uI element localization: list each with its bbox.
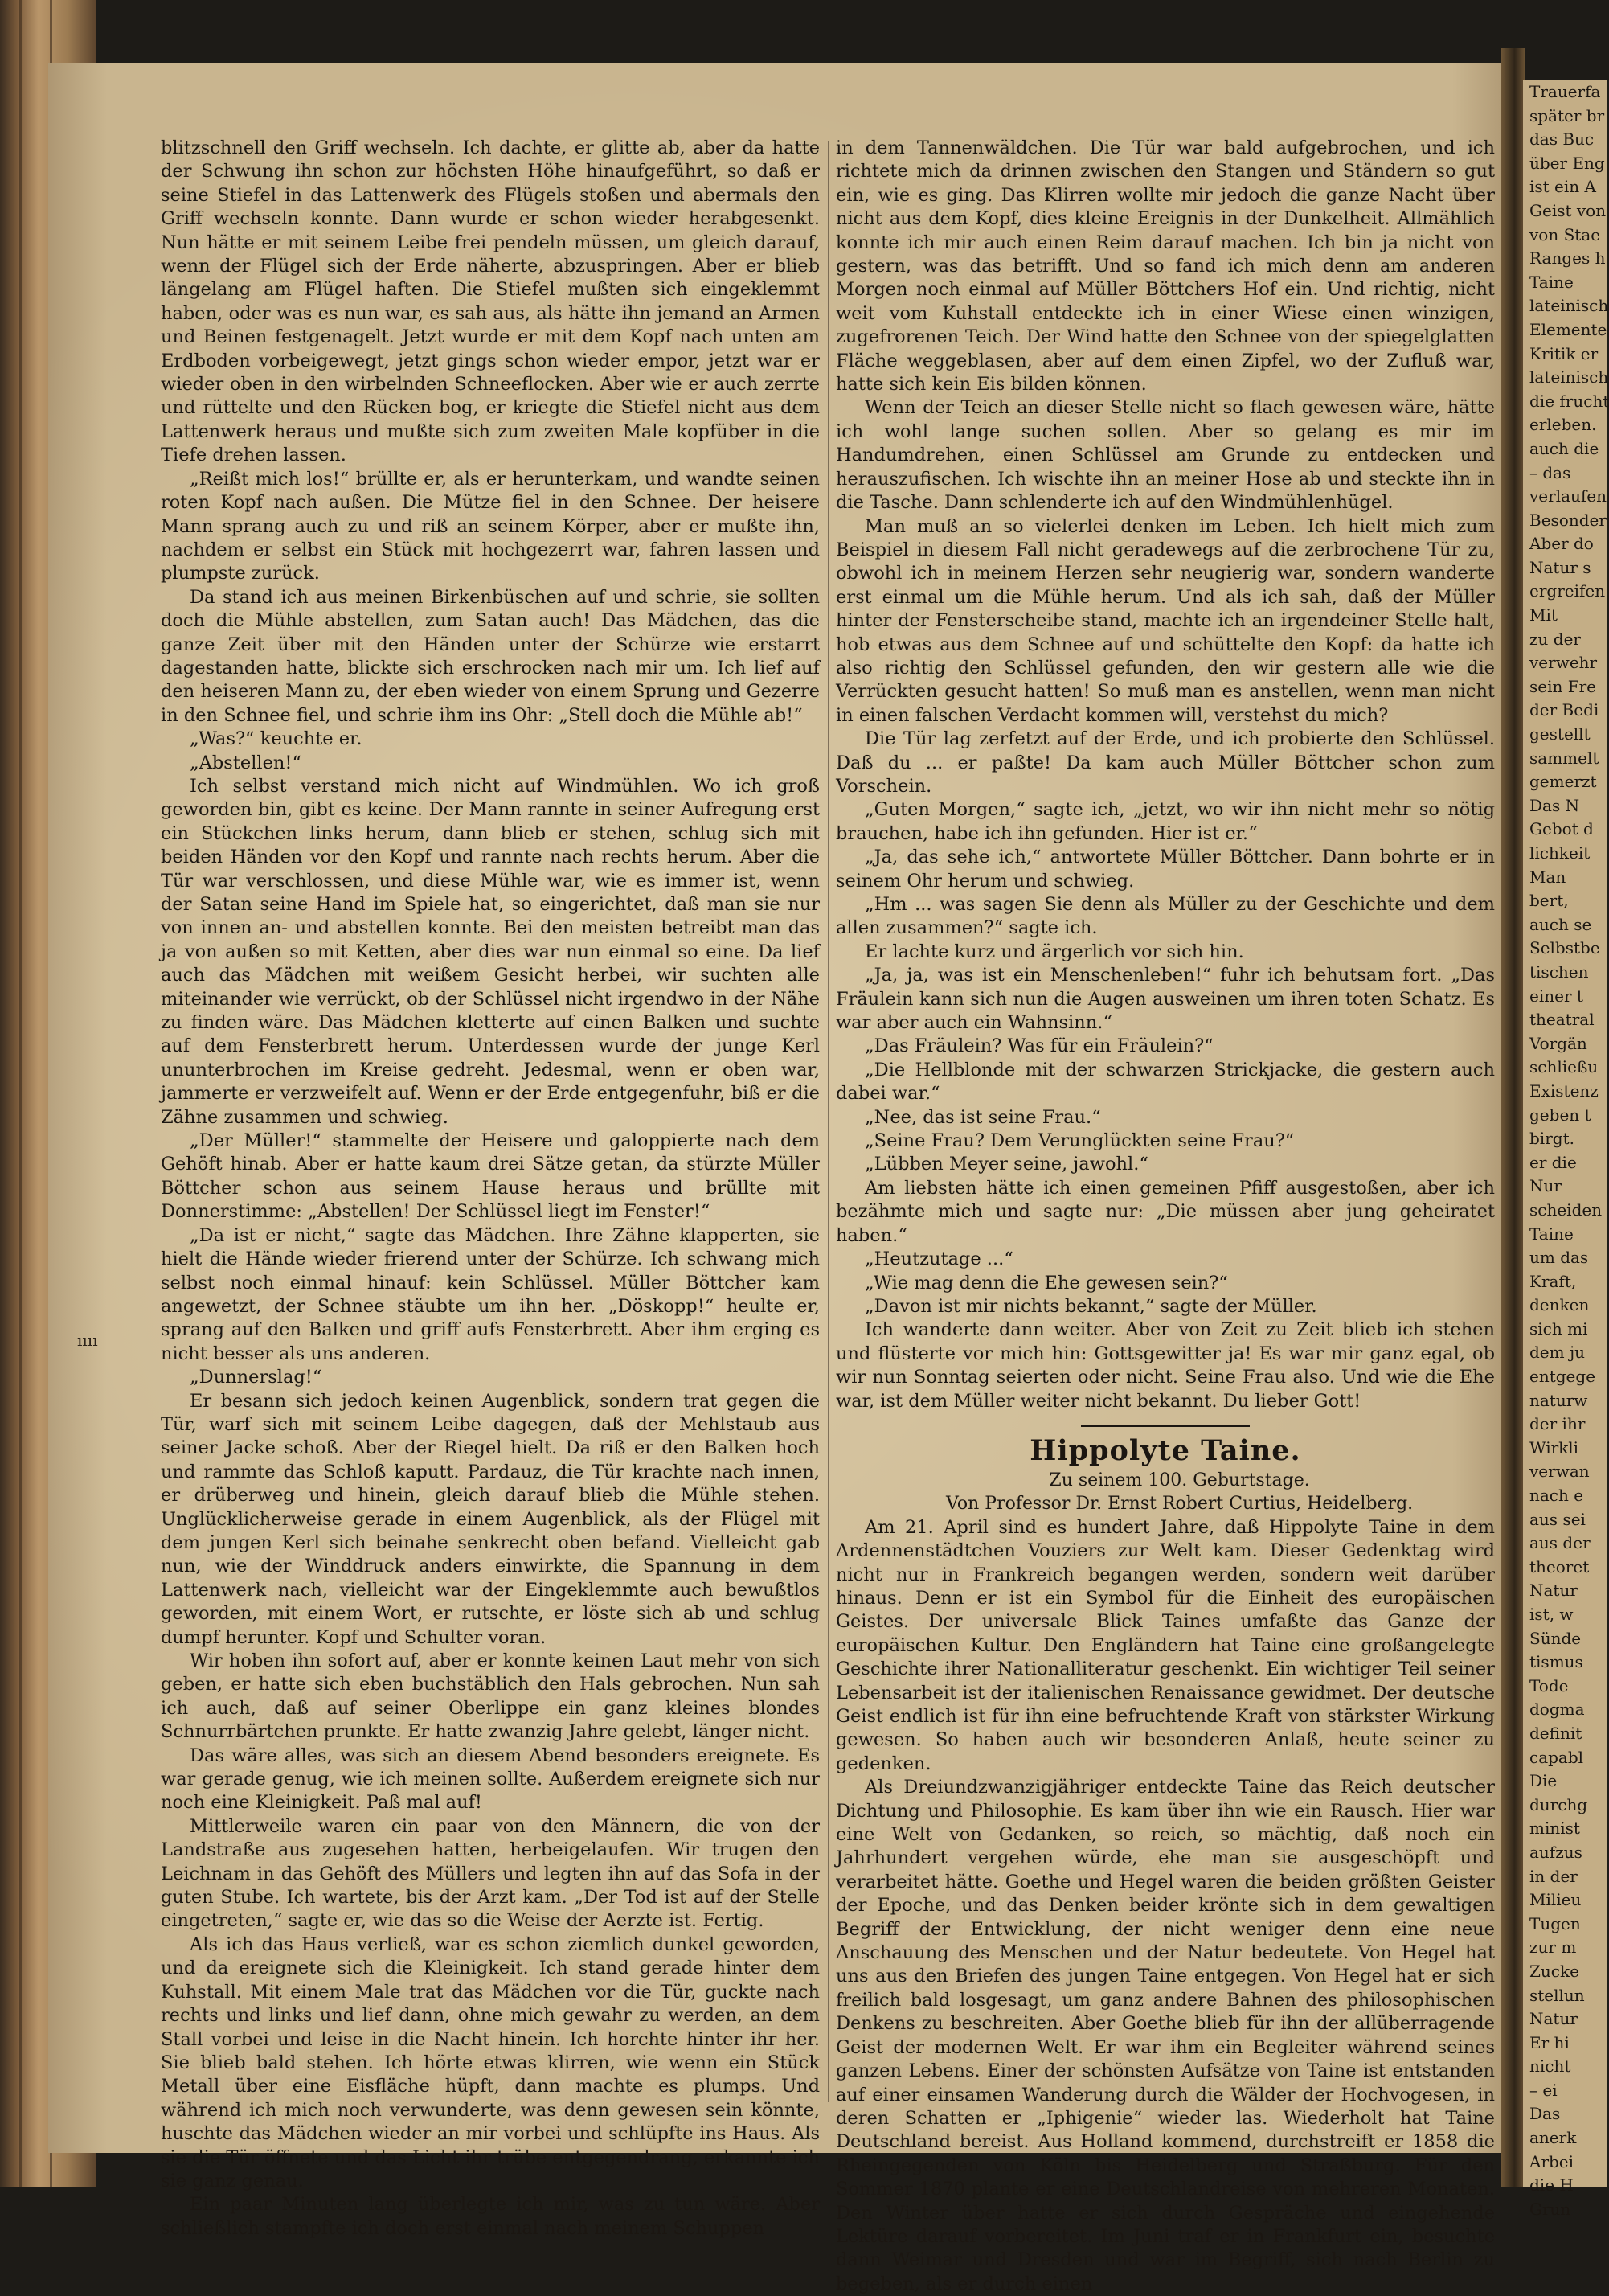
right-page-line: Die bbox=[1529, 1771, 1558, 1791]
story-column-right bbox=[836, 137, 1495, 2296]
story-paragraph: Die Tür lag zerfetzt auf der Erde, und ich probierte den Schlüssel. Daß du ... er paßte! Da kam auch Müller Böttcher schon zum Vorschein. bbox=[836, 728, 1495, 797]
right-page-line: dem ju bbox=[1529, 1343, 1586, 1363]
spine-edge bbox=[19, 0, 22, 2187]
right-page-line: capabl bbox=[1529, 1747, 1584, 1767]
right-page-line: tischen bbox=[1529, 961, 1589, 982]
right-page-line: Existenz bbox=[1529, 1080, 1599, 1101]
right-page-line: stellun bbox=[1529, 1985, 1585, 2005]
right-page-line: erleben. bbox=[1529, 415, 1597, 435]
right-page-line: Natur s bbox=[1529, 557, 1591, 577]
right-page-line: gemerzt bbox=[1529, 772, 1597, 792]
story-paragraph: „Das Fräulein? Was für ein Fräulein?“ bbox=[865, 1035, 1214, 1057]
margin-mark: ıııı bbox=[77, 1330, 98, 1350]
article-subtitle: Zu seinem 100. Geburtstage. bbox=[1049, 1470, 1310, 1490]
right-page-line: verwan bbox=[1529, 1462, 1590, 1482]
right-page-line: scheiden bbox=[1529, 1199, 1603, 1220]
right-page-line: Das bbox=[1529, 2104, 1561, 2124]
right-page-line: sich mi bbox=[1529, 1318, 1588, 1339]
right-page-line: theoret bbox=[1529, 1556, 1590, 1576]
right-page-line: Gebot d bbox=[1529, 819, 1594, 839]
article-paragraph: Am 21. April sind es hundert Jahre, daß Hippolyte Taine in dem Ardennenstädtchen Vouziers zur Welt kam. Dieser Gedenktag wird nicht nur in Frankreich begangen werden, sondern weit darüber hinaus. Denn er ist ein Symbol für die Einheit des europäischen Geistes. Der universale Blick Taines umfaßte das Ganze der europäischen Kultur. Den Engländern hat Taine eine großangelegte Geschichte ihrer Nationalliteratur geschenkt. Ein wichtiger Teil seiner Lebensarbeit ist der italienischen Renaissance gewidmet. Der deutsche Geist endlich ist für ihn eine befruchtende Kraft von stärkster Wirkung gewesen. So haben auch wir besonderen Anlaß, heute seiner zu gedenken. bbox=[836, 1516, 1495, 1774]
story-paragraph: „Ja, das sehe ich,“ antwortete Müller Böttcher. Dann bohrte er in seinem Ohr herum und schwieg. bbox=[836, 847, 1495, 892]
right-page-line: anerk bbox=[1529, 2128, 1577, 2148]
right-page-line: Er hi bbox=[1529, 2032, 1570, 2052]
right-page-line: verlaufen bbox=[1529, 486, 1607, 506]
article-paragraph: Als Dreiundzwanzigjähriger entdeckte Taine das Reich deutscher Dichtung und Philosophie. Es kam über ihn wie ein Rausch. Hier war eine Welt von Gedanken, so reich, so mächtig, daß noch ein Jahrhundert vergehen würde, ehe man sie ausgeschöpft und verarbeitet hätte. Goethe und Hegel waren die beiden größten Geister der Epoche, und das Denken beider krönte sich in dem gewaltigen Begriff der Entwicklung, der nicht weniger denn eine neue Anschauung des Menschen und der Natur bedeutete. Von Hegel hat uns aus den Briefen des jungen Taine entgegen. Von Hegel hat er sich freilich bald losgesagt, um ganz andere Bahnen des philosophischen Denkens zu beschreiten. Aber Goethe blieb für ihn der allüberragende Geist der modernen Welt. Er war ihm ein Begleiter während seines ganzen Lebens. Einer der schönsten Aufsätze von Taine ist entstanden auf einer einsamen Wanderung durch die Wälder der Hochvogesen, in deren Schatten er „Iphigenie“ wieder las. Wiederholt hat Taine Deutschland bereist. Aus Holland kommend, durchstreift er 1858 die Rheingegenden von Köln bis Heidelberg und Straßburg. Für den Sommer 1870 plante er eine Deutschlandreise von mehreren Monaten. Den Winter über hatte er sich durch Gespräche und eingehende Lektüre darauf vorbereitet. Im Juni traf er in Frankfurt ein, besuchte dann Weimar und Dresden und war im Begriff, sich nach Berlin zu begeben, als er durch einen bbox=[836, 1777, 1495, 2294]
right-page-line: gestellt bbox=[1529, 724, 1591, 744]
right-page-line: Geist von bbox=[1529, 200, 1607, 220]
right-page-line: tismus bbox=[1529, 1652, 1583, 1672]
right-page-line: Kritik er bbox=[1529, 343, 1599, 363]
story-paragraph: Da stand ich aus meinen Birkenbüschen auf und schrie, sie sollten doch die Mühle abstellen, zum Satan auch! Das Mädchen, das die ganze Zeit über mit den Händen unter der Schürze wie erstarrt dagestanden hatte, blickte sich erschrocken nach mir um. Ich lief auf den heiseren Mann zu, der eben wieder von einem Sprung und Gezerre in den Schnee fiel, und schrie ihm ins Ohr: „Stell doch die Mühle ab!“ bbox=[161, 586, 820, 726]
right-page-line: der ihr bbox=[1529, 1414, 1586, 1434]
right-page-line: ergreifen bbox=[1529, 581, 1606, 601]
right-page-line: naturw bbox=[1529, 1390, 1588, 1410]
story-paragraph: „Guten Morgen,“ sagte ich, „jetzt, wo wir ihn nicht mehr so nötig brauchen, habe ich ihn gefunden. Hier ist er.“ bbox=[836, 799, 1495, 844]
right-page-line: ist, w bbox=[1529, 1605, 1574, 1624]
right-page-line: Nur bbox=[1529, 1176, 1562, 1196]
right-page-line: – ei bbox=[1529, 2080, 1558, 2100]
right-page-line: sein Fre bbox=[1529, 676, 1597, 696]
right-page-line: Zucke bbox=[1529, 1961, 1579, 1981]
story-paragraph: „Seine Frau? Dem Verunglückten seine Frau?“ bbox=[865, 1130, 1295, 1152]
article-headline: Hippolyte Taine. bbox=[1030, 1433, 1301, 1467]
right-page-line: Taine bbox=[1529, 272, 1574, 292]
right-page-line: Vorgän bbox=[1529, 1033, 1587, 1053]
right-page-fragment bbox=[1523, 80, 1609, 2219]
right-page-line: Natur bbox=[1529, 2009, 1578, 2029]
right-page-line: lateinisch bbox=[1529, 367, 1609, 387]
story-paragraph: Mittlerweile waren ein paar von den Männern, die von der Landstraße aus zugesehen hatten, herbeigelaufen. Wir trugen den Leichnam in das Gehöft des Müllers und legten ihn auf das Sofa in der guten Stube. Ich wartete, bis der Arzt kam. „Der Tod ist auf der Stelle eingetreten,“ sagte er, wie das so die Weise der Aerzte ist. Fertig. bbox=[161, 1815, 820, 1932]
right-page-line: nach e bbox=[1529, 1486, 1584, 1506]
right-page-line: das Buc bbox=[1529, 129, 1595, 150]
right-page-line: geben t bbox=[1529, 1105, 1591, 1125]
right-page-line: später br bbox=[1529, 105, 1605, 125]
page-gutter bbox=[1501, 48, 1525, 2187]
story-paragraph: Das wäre alles, was sich an diesem Abend besonders ereignete. Es war gerade genug, wie ich meinen sollte. Außerdem ereignete sich nur noch eine Kleinigkeit. Paß mal auf! bbox=[161, 1745, 820, 1814]
right-page-line: die H bbox=[1529, 2175, 1574, 2196]
story-paragraph: Wir hoben ihn sofort auf, aber er konnte keinen Laut mehr von sich geben, er hatte sich eben buchstäblich den Hals gebrochen. Nun sah ich auch, daß auf seiner Oberlippe ein ganz kleines blondes Schnurrbärtchen prunkte. Er hatte zwanzig Jahre gelebt, länger nicht. bbox=[161, 1650, 820, 1743]
column-rule bbox=[828, 141, 829, 2102]
right-page-line: aus der bbox=[1529, 1533, 1591, 1553]
story-paragraph: „Ja, ja, was ist ein Menschenleben!“ fuhr ich behutsam fort. „Das Fräulein kann sich nun die Augen ausweinen um ihren toten Schatz. Es war aber auch ein Wahnsinn.“ bbox=[836, 965, 1495, 1034]
right-page-line: dogma bbox=[1529, 1699, 1585, 1720]
right-page-line: lichkeit bbox=[1529, 843, 1591, 863]
story-column-left bbox=[161, 137, 820, 2241]
right-page-line: über Eng bbox=[1529, 153, 1605, 173]
right-page-line: einer t bbox=[1529, 986, 1583, 1006]
story-paragraph: „Davon ist mir nichts bekannt,“ sagte der Müller. bbox=[865, 1295, 1317, 1317]
story-paragraph: Ich selbst verstand mich nicht auf Windmühlen. Wo ich groß geworden bin, gibt es keine. Der Mann rannte in seiner Aufregung erst ein Stückchen links herum, dann blieb er stehen, schlug sich mit beiden Händen vor den Kopf und rannte nach rechts herum. Aber die Tür war verschlossen, und diese Mühle war, wie es immer ist, wenn der Satan seine Hand im Spiele hat, so eingerichtet, daß man sie nur von innen an- und abstellen konnte. Bei den meisten betreibt man das ja von außen so mit Ketten, aber dies war nun einmal so eine. Da lief auch das Mädchen mit weißem Gesicht herbei, wir suchten alle miteinander wie verrückt, ob der Schlüssel nicht irgendwo in der Nähe zu finden wäre. Das Mädchen kletterte auf einen Balken und suchte auf dem Fensterbrett herum. Unterdessen wurde der junge Kerl ununterbrochen im Kreise gedreht. Jedesmal, wenn er oben war, jammerte er verzweifelt auf. Wenn er der Erde entgegenfuhr, biß er die Zähne zusammen und schwieg. bbox=[161, 775, 820, 1128]
right-page-line: Arbei bbox=[1529, 2151, 1574, 2171]
story-paragraph: Am liebsten hätte ich einen gemeinen Pfiff ausgestoßen, aber ich bezähmte mich und sagte nur: „Die müssen aber jung geheiratet haben.“ bbox=[836, 1177, 1495, 1246]
right-page-line: Man bbox=[1529, 867, 1566, 887]
right-page-line: denken bbox=[1529, 1295, 1590, 1315]
story-paragraph: „Reißt mich los!“ brüllte er, als er herunterkam, und wandte seinen roten Kopf nach außen. Die Mütze fiel in den Schnee. Der heisere Mann sprang auch zu und riß an seinem Körper, aber er mußte ihn, nachdem er selbst ein Stück mit hochgezerrt war, fahren lassen und plumpste zurück. bbox=[161, 468, 820, 584]
right-page-line: Taine bbox=[1529, 1224, 1574, 1244]
right-page-line: verwehr bbox=[1529, 653, 1598, 673]
right-page-line: in der bbox=[1529, 1866, 1578, 1886]
right-page-line: Wirkli bbox=[1529, 1437, 1579, 1458]
right-page-line: lateinisch bbox=[1529, 296, 1609, 316]
right-page-line: durchg bbox=[1529, 1794, 1588, 1814]
right-page-line: der Bedi bbox=[1529, 700, 1599, 720]
right-page-line: auch die bbox=[1529, 438, 1599, 458]
right-page-line: definit bbox=[1529, 1723, 1582, 1743]
right-page-line: Aber do bbox=[1529, 534, 1594, 554]
story-paragraph: in dem Tannenwäldchen. Die Tür war bald aufgebrochen, und ich richtete mich da drinnen zwischen den Stangen und Ständern so gut ein, wie es ging. Das Klirren wollte mir jedoch die ganze Nacht über nicht aus dem Kopf, dies kleine Ereignis in der Dunkelheit. Allmählich konnte ich mir auch einen Reim darauf machen. Ich bin ja nicht von gestern, was das betrifft. Und so fand ich mich denn am anderen Morgen noch einmal auf Müller Böttchers Hof ein. Und richtig, nicht weit vom Kuhstall entdeckte ich in einer Wiese einen winzigen, zugefrorenen Teich. Der Wind hatte den Schnee von der spiegelglatten Fläche weggeblasen, aber auf dem einen Zipfel, wo der Zufluß war, hatte sich kein Eis bilden können. bbox=[836, 137, 1495, 396]
right-page-line: Trauerfa bbox=[1529, 82, 1601, 101]
right-page-line: zu der bbox=[1529, 629, 1581, 649]
right-page-line: er die bbox=[1529, 1152, 1577, 1172]
story-paragraph: „Wie mag denn die Ehe gewesen sein?“ bbox=[865, 1272, 1228, 1294]
story-paragraph: „Abstellen!“ bbox=[190, 752, 301, 773]
right-page-line: Natur bbox=[1529, 1581, 1578, 1601]
story-paragraph: Er lachte kurz und ärgerlich vor sich hin. bbox=[865, 941, 1244, 962]
article-separator bbox=[1081, 1425, 1250, 1427]
right-page-line: Tugen bbox=[1529, 1913, 1581, 1933]
right-page-line: auch se bbox=[1529, 914, 1592, 934]
right-page-line: die frucht bbox=[1529, 391, 1609, 411]
right-page-line: ist ein A bbox=[1529, 177, 1596, 197]
right-page-line: Mit bbox=[1529, 605, 1558, 625]
story-paragraph: Als ich das Haus verließ, war es schon ziemlich dunkel geworden, und da ereignete sich die Kleinigkeit. Ich stand gerade hinter dem Kuhstall. Mit einem Male trat das Mädchen vor die Tür, guckte nach rechts und links und lief dann, ohne mich gewahr zu werden, an dem Stall vorbei und leise in die Nacht hinein. Ich horchte hinter ihr her. Sie blieb bald stehen. Ich hörte etwas klirren, wie wenn ein Stück Metall über eine Eisfläche hüpft, dann machte es plumps. Und während ich mich noch verwunderte, was denn gewesen sein könnte, huschte das Mädchen wieder an mir vorbei und schlüpfte ins Haus. Als sie die Tür öffnete und das Licht ihr trübe entgegendrang, erkannte ich sie ganz genau. bbox=[161, 1933, 820, 2191]
right-page-line: nicht bbox=[1529, 2056, 1571, 2077]
right-page-line: Das N bbox=[1529, 795, 1580, 815]
right-page-line: aus sei bbox=[1529, 1509, 1586, 1529]
story-paragraph: „Dunnerslag!“ bbox=[190, 1367, 322, 1388]
story-paragraph: „Der Müller!“ stammelte der Heisere und galoppierte nach dem Gehöft hinab. Aber er hatte kaum drei Sätze getan, da stürzte Müller Böttcher schon aus seinem Hause heraus und brüllte mit Donnerstimme: „Abstellen! Der Schlüssel liegt im Fenster!“ bbox=[161, 1130, 820, 1223]
right-page-line: Tode bbox=[1529, 1675, 1569, 1695]
right-page-line: schließu bbox=[1529, 1057, 1599, 1077]
right-page-line: sammelt bbox=[1529, 748, 1599, 768]
right-page-line: Milieu bbox=[1529, 1890, 1582, 1910]
story-paragraph: „Hm ... was sagen Sie denn als Müller zu der Geschichte und dem allen zusammen?“ sagte ich. bbox=[836, 894, 1495, 939]
right-page-line: theatral bbox=[1529, 1010, 1595, 1030]
right-page-line: Selbstbe bbox=[1529, 938, 1600, 958]
story-paragraph: Er besann sich jedoch keinen Augenblick, sondern trat gegen die Tür, warf sich mit seinem Leibe dagegen, daß der Mehlstaub aus seiner Jacke schoß. Aber der Riegel hielt. Da riß er den Balken hoch und rammte das Schloß kaputt. Pardauz, die Tür krachte nach innen, er drüberweg und hinein, gleich darauf blieb die Mühle stehen. Unglücklicherweise gerade in einem Augenblick, als der Flügel mit dem jungen Kerl sich beinahe senkrecht oben befand. Vielleicht gab nun, wie der Winddruck anders einwirkte, die Spannung in dem Lattenwerk nach, vielleicht war der Eingeklemmte auch bewußtlos geworden, mit einem Wort, er rutschte, er löste sich ab und schlug dumpf herunter. Kopf und Schulter voran. bbox=[161, 1390, 820, 1648]
story-paragraph: blitzschnell den Griff wechseln. Ich dachte, er glitte ab, aber da hatte der Schwung ihn schon zur höchsten Höhe hinaufgeführt, so daß er seine Stiefel in das Lattenwerk des Flügels stoßen und abermals den Griff wechseln konnte. Dann wurde er schon wieder herabgesenkt. Nun hätte er mit seinem Leibe frei pendeln müssen, um gleich darauf, wenn der Flügel sich der Erde näherte, abzuspringen. Aber er blieb längelang am Flügel haften. Die Stiefel mußten sich eingeklemmt haben, oder was es nun war, es sah aus, als hätte ihn jemand an Armen und Beinen festgenagelt. Jetzt wurde er mit dem Kopf nach unten am Erdboden vorbeigewegt, jetzt gings schon wieder empor, jetzt war er wieder oben in den wirbelnden Schneeflocken. Aber wie er auch zerrte und rüttelte und den Rücken bog, er kriegte die Stiefel nicht aus dem Lattenwerk heraus und mußte sich zum zweiten Male kopfüber in die Tiefe drehen lassen. bbox=[161, 137, 820, 466]
right-page-line: zur m bbox=[1529, 1937, 1577, 1958]
story-paragraph: „Nee, das ist seine Frau.“ bbox=[865, 1106, 1101, 1128]
story-paragraph: Wenn der Teich an dieser Stelle nicht so flach gewesen wäre, hätte ich wohl lange suchen sollen. Aber so gelang es mir im Handumdrehen, einen Schlüssel am Grunde zu entdecken und herauszufischen. Ich wischte ihn an meiner Hose ab und steckte ihn in die Tasche. Dann schlenderte ich auf den Windmühlenhügel. bbox=[836, 397, 1495, 514]
story-paragraph: „Heutzutage ...“ bbox=[865, 1248, 1013, 1270]
story-paragraph: „Da ist er nicht,“ sagte das Mädchen. Ihre Zähne klapperten, sie hielt die Hände wieder frierend unter der Schürze. Ich schwang mich selbst noch einmal hinauf: kein Schlüssel. Müller Böttcher kam angewetzt, der Schnee stäubte um ihn her. „Döskopp!“ heulte er, sprang auf den Balken und griff aufs Fensterbrett. Aber ihm erging es nicht besser als uns anderen. bbox=[161, 1224, 820, 1364]
right-page-line: um das bbox=[1529, 1248, 1589, 1268]
story-paragraph: Ein paar Minuten lang überlegte ich mir, was zu tun wäre. Aber schließlich stampfte ich doch erst einmal nach meinem Schuppen bbox=[161, 2194, 820, 2239]
right-page-line: birgt. bbox=[1529, 1129, 1574, 1149]
right-page-column bbox=[1523, 80, 1607, 2221]
right-page-line: – das bbox=[1529, 462, 1571, 482]
right-page-line: Grun bbox=[1529, 2199, 1571, 2219]
right-page-line: Besonder bbox=[1529, 510, 1607, 530]
right-page-line: minist bbox=[1529, 1818, 1580, 1839]
right-page-line: Elemente bbox=[1529, 319, 1607, 339]
story-paragraph: „Was?“ keuchte er. bbox=[190, 728, 362, 750]
right-page-line: von Stae bbox=[1529, 224, 1601, 244]
article-byline: Von Professor Dr. Ernst Robert Curtius, Heidelberg. bbox=[946, 1494, 1414, 1515]
right-page-line: aufzus bbox=[1529, 1842, 1582, 1862]
right-page-line: Ranges h bbox=[1529, 248, 1606, 269]
story-paragraph: Man muß an so vielerlei denken im Leben. Ich hielt mich zum Beispiel in diesem Fall nicht geradewegs auf die zerbrochene Tür zu, obwohl ich in meinem Herzen sehr neugierig war, sondern wanderte erst einmal um die Mühle herum. Und als ich sah, daß der Müller hinter der Fensterscheibe stand, machte ich an irgendeiner Stelle halt, hob etwas aus dem Schnee auf und schüttelte den Kopf: da hatte ich also richtig den Schlüssel gefunden, den wir gestern alle wie die Verrückten gesucht hatten! So muß man es anstellen, wenn man nicht in einen falschen Verdacht kommen will, verstehst du mich? bbox=[836, 515, 1495, 726]
story-paragraph: Ich wanderte dann weiter. Aber von Zeit zu Zeit blieb ich stehen und flüsterte vor mich hin: Gottsgewitter ja! Es war mir ganz egal, ob wir nun Sonntag seierten oder nicht. Seine Frau also. Und wie die Ehe war, ist dem Müller weiter nicht bekannt. Du lieber Gott! bbox=[836, 1319, 1495, 1412]
right-page-line: bert, bbox=[1529, 891, 1569, 911]
story-paragraph: „Lübben Meyer seine, jawohl.“ bbox=[865, 1154, 1148, 1175]
right-page-line: entgege bbox=[1529, 1367, 1596, 1387]
right-page-line: Sünde bbox=[1529, 1628, 1582, 1648]
right-page-line: Kraft, bbox=[1529, 1271, 1577, 1291]
story-paragraph: „Die Hellblonde mit der schwarzen Strickjacke, die gestern auch dabei war.“ bbox=[836, 1059, 1495, 1105]
